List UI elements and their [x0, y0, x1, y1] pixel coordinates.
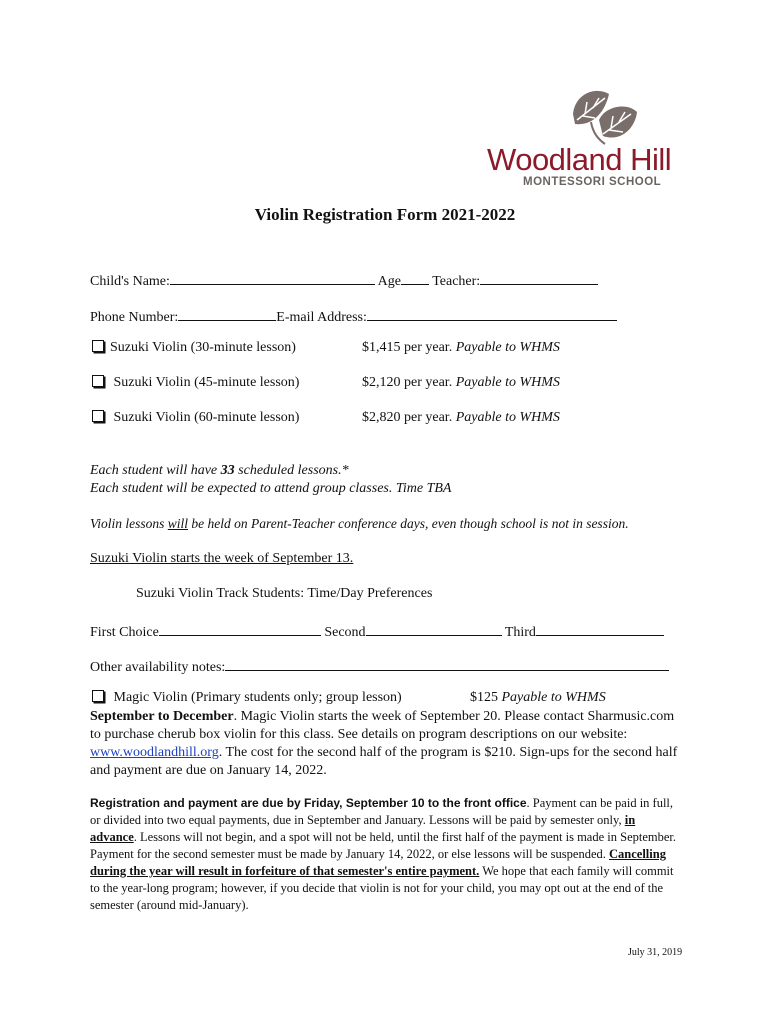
option-payable: Payable to WHMS: [455, 375, 560, 390]
checkbox[interactable]: [92, 375, 104, 387]
start-date-note: Suzuki Violin starts the week of September 13.: [90, 551, 354, 566]
option-magic[interactable]: [92, 690, 692, 706]
option-45[interactable]: [92, 375, 692, 391]
group-note: Each student will be expected to attend group classes. Time TBA: [90, 481, 452, 496]
magic-payable: Payable to WHMS: [501, 690, 606, 705]
lessons-note: [90, 463, 349, 479]
registration-bold: Registration and payment are due by Friday, September 10 to the front office: [90, 796, 527, 810]
option-label: Suzuki Violin (45-minute lesson): [113, 375, 300, 390]
registration-text-3: We hope that each family will commit to the year-long program; however, if you decide that violin is not for your child, you may opt out at the end of the semester (around mid-January).: [90, 864, 674, 912]
school-logo: [487, 84, 687, 194]
lessons-pre: Each student will have: [90, 463, 218, 478]
child-info-row: [90, 270, 598, 290]
magic-text-2: . The cost for the second half of the program is $210. Sign-ups for the second half and payment are due on January 14, 2022.: [90, 745, 678, 778]
in-advance: in advance: [90, 813, 636, 844]
other-notes-row: [90, 656, 669, 676]
option-price: $2,120 per year.: [362, 375, 453, 390]
magic-bold: September to December: [90, 709, 234, 724]
lessons-post: scheduled lessons.*: [238, 463, 349, 478]
option-payable: Payable to WHMS: [455, 410, 560, 425]
choices-row: [90, 621, 664, 641]
website-link[interactable]: www.woodlandhill.org: [90, 745, 219, 760]
contact-row: [90, 306, 617, 326]
option-30[interactable]: [92, 340, 692, 356]
third-choice-label: Third: [504, 625, 536, 640]
form-title: Violin Registration Form 2021-2022: [254, 205, 516, 224]
phone-label: Phone Number:: [90, 310, 179, 325]
leaf-icon: [565, 84, 645, 146]
phone-field[interactable]: [178, 306, 276, 321]
third-choice-field[interactable]: [536, 621, 664, 636]
child-name-label: Child's Name:: [90, 274, 170, 289]
child-name-field[interactable]: [170, 270, 375, 285]
track-heading: Suzuki Violin Track Students: Time/Day Preferences: [136, 586, 433, 601]
registration-text: . Payment can be paid in full, or divided into two equal payments, due in September and January. Lessons will be paid by semester only,: [90, 796, 674, 827]
second-choice-label: Second: [324, 625, 366, 640]
second-choice-field[interactable]: [366, 621, 502, 636]
magic-text: . Magic Violin starts the week of September 20. Please contact Sharmusic.com to purchase cherub box violin for this class. See details on program descriptions on our website:: [90, 709, 675, 742]
email-label: E-mail Address:: [276, 310, 367, 325]
cancel-warning: Cancelling during the year will result in forfeiture of that semester's entire payment.: [90, 847, 666, 878]
option-price: $2,820 per year.: [362, 410, 453, 425]
magic-label: Magic Violin (Primary students only; group lesson): [113, 690, 402, 705]
registration-paragraph: [90, 795, 682, 914]
age-field[interactable]: [401, 270, 429, 285]
footer-date: July 31, 2019: [628, 947, 683, 958]
checkbox[interactable]: [92, 690, 104, 702]
checkbox[interactable]: [92, 410, 104, 422]
conference-will: will: [167, 516, 189, 531]
first-choice-label: First Choice: [90, 625, 159, 640]
first-choice-field[interactable]: [159, 621, 321, 636]
lessons-count: 33: [220, 463, 235, 478]
magic-description: [90, 708, 680, 780]
option-label: Suzuki Violin (30-minute lesson): [110, 340, 296, 355]
logo-subtitle: MONTESSORI SCHOOL: [523, 176, 662, 188]
checkbox[interactable]: [92, 340, 104, 352]
other-notes-field[interactable]: [225, 656, 669, 671]
conference-post: be held on Parent-Teacher conference days, even though school is not in session.: [191, 516, 629, 531]
teacher-label: Teacher:: [432, 274, 481, 289]
other-notes-label: Other availability notes:: [90, 660, 226, 675]
option-price: $1,415 per year.: [362, 340, 453, 355]
teacher-field[interactable]: [480, 270, 598, 285]
conference-pre: Violin lessons: [90, 516, 165, 531]
magic-price: $125: [470, 690, 498, 705]
age-label: Age: [377, 274, 401, 289]
email-field[interactable]: [367, 306, 617, 321]
option-payable: Payable to WHMS: [455, 340, 560, 355]
conference-note: [90, 516, 629, 532]
logo-name: Woodland Hill: [487, 142, 672, 177]
registration-text-2: . Lessons will not begin, and a spot will not be held, until the first half of the payment is made in September. Payment for the second semester must be made by January 14, 2022, or else lessons will be suspended.: [90, 830, 677, 861]
option-label: Suzuki Violin (60-minute lesson): [113, 410, 300, 425]
option-60[interactable]: [92, 410, 692, 426]
